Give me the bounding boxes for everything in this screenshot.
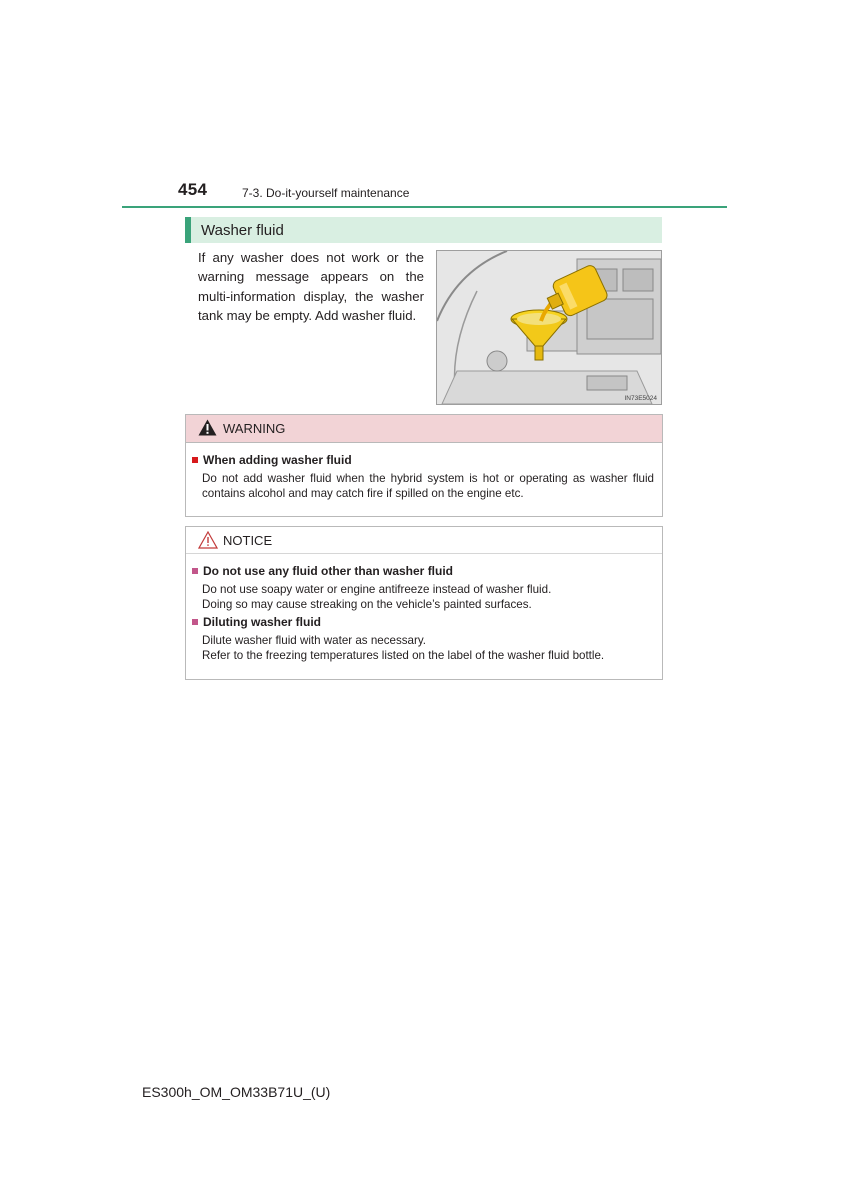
notice-item-title <box>192 615 321 629</box>
warning-triangle-icon <box>198 419 217 436</box>
notice-item-line: Doing so may cause streaking on the vehicle’s painted surfaces. <box>202 597 532 611</box>
notice-box <box>185 526 663 680</box>
topic-body: If any washer does not work or the warning message appears on the multi-information display, the washer tank may be empty. Add washer fluid. <box>198 250 424 323</box>
section-title: 7-3. Do-it-yourself maintenance <box>242 186 410 200</box>
topic-title: Washer fluid <box>201 222 284 239</box>
notice-item-title <box>192 564 453 578</box>
engine-bay-drawing <box>437 251 661 404</box>
topic-heading <box>185 217 662 243</box>
washer-fluid-illustration <box>436 250 662 405</box>
document-code: ES300h_OM_OM33B71U_(U) <box>142 1084 331 1100</box>
notice-item-line: Dilute washer fluid with water as necessary. <box>202 634 427 647</box>
notice-item-title-text: Diluting washer fluid <box>203 615 322 629</box>
warning-item-title <box>192 453 352 467</box>
pink-square-bullet-icon <box>192 619 198 625</box>
page-number: 454 <box>178 180 208 199</box>
warning-box <box>185 414 663 517</box>
notice-item-body <box>202 583 654 612</box>
notice-header <box>186 527 662 554</box>
notice-label: NOTICE <box>223 533 273 548</box>
pink-square-bullet-icon <box>192 568 198 574</box>
red-square-bullet-icon <box>192 457 198 463</box>
warning-header <box>186 415 662 443</box>
notice-item-title-text: Do not use any fluid other than washer fluid <box>203 564 454 578</box>
header-divider <box>122 206 727 208</box>
notice-item-line: Refer to the freezing temperatures listed on the label of the washer fluid bottle. <box>202 648 605 662</box>
notice-item-line: Do not use soapy water or engine antifreeze instead of washer fluid. <box>202 583 552 596</box>
warning-item-title-text: When adding washer fluid <box>203 453 352 467</box>
warning-label: WARNING <box>223 421 286 436</box>
notice-item-body <box>202 634 654 663</box>
figure-code: IN73E5024 <box>624 395 657 402</box>
warning-item-body: Do not add washer fluid when the hybrid system is hot or operating as washer fluid contains alcohol and may catch fire if spilled on the engine etc. <box>202 472 654 500</box>
caution-triangle-icon <box>198 531 218 549</box>
